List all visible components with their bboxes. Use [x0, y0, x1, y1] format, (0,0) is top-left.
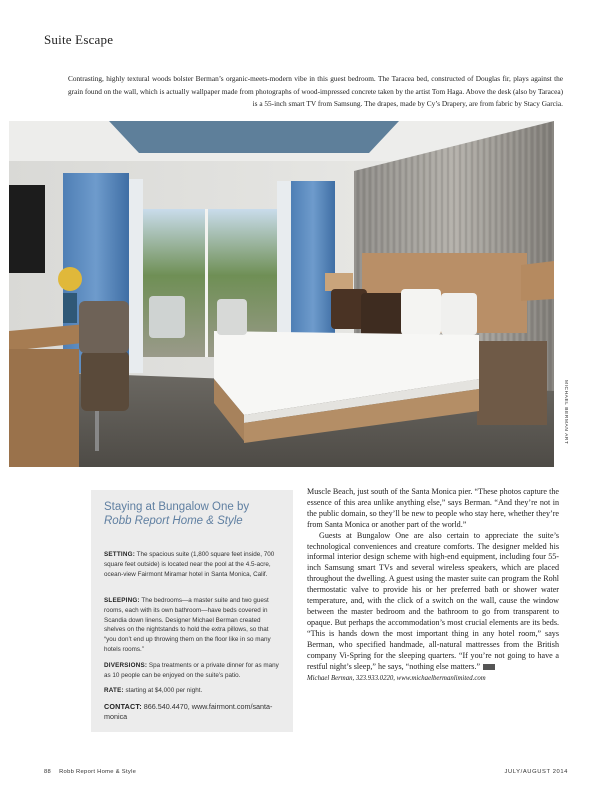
sidebar-rate [104, 686, 282, 696]
contact-text: 866.540.4470, www.fairmont.com/santa-monica [104, 702, 273, 721]
sidebar-contact [104, 702, 282, 722]
bedroom-photo [9, 121, 554, 467]
end-mark-icon [483, 664, 495, 670]
body-paragraph-1: Muscle Beach, just south of the Santa Monica pier. “These photos capture the essence of this area unlike anything else,” says Berman. “And they’re not in the public domain, so they’ll be new to people who stay here, whether they’re from Santa Monica or another part of the world.” [307, 487, 559, 529]
photo-credit: MICHAEL BERMAN ART [563, 380, 568, 445]
sleeping-text: The bedrooms—a master suite and two guest rooms, each with its own bathroom—have beds covered in Scandia down linens. Designer Michael Berman created shelves on the nightstands to hold the extra pillows, so that “you don’t end up throwing them on the floor like in so many hotels rooms.” [104, 597, 271, 653]
article-body [307, 487, 559, 685]
sidebar-title-line2: Robb Report Home & Style [104, 515, 243, 527]
section-title: Suite Escape [44, 32, 114, 47]
page-number: 88 [44, 769, 52, 775]
diversions-text: Spa treatments or a private dinner for as many as 10 people can be enjoyed on the suite’s patio. [104, 662, 279, 679]
photo-caption: Contrasting, highly textural woods bolster Berman’s organic-meets-modern vibe in this guest bedroom. The Taracea bed, constructed of Douglas fir, plays against the grain found on the wall, which is actually wallpaper made from photographs of wood-impressed concrete taken by the artist Tom Haga. Above the desk (also by Taracea) is a 55-inch smart TV from Samsung. The drapes, made by Cy’s Drapery, are from fabric by Stacy Garcia. [68, 74, 563, 108]
designer-contact: Michael Berman, 323.933.0220, www.michaelbermanlimited.com [307, 675, 486, 683]
rate-text: starting at $4,000 per night. [125, 687, 203, 694]
sidebar-box [91, 490, 293, 732]
setting-label: SETTING: [104, 551, 135, 558]
sidebar-title [104, 500, 290, 528]
page-folio [44, 769, 136, 775]
sleeping-label: SLEEPING: [104, 597, 140, 604]
diversions-label: DIVERSIONS: [104, 662, 148, 669]
body-paragraph-2-text: Guests at Bungalow One are also certain to appreciate the suite’s technological conveniences and creature comforts. The designer melded his informal interior design scheme with high-end equipment, including four 55-inch Samsung smart TVs and several wireless speakers, which are placed throughout the dwelling. A guest using the master suite can program the Rohl thermostatic valve to provide his or her preferred bath or shower water temperature, and, with the click of a switch on the wall, cause the window between the master bedroom and the bathroom to go from transparent to opaque. But perhaps the accommodation’s most crucial elements are its beds. “This is hands down the most important thing in any hotel room,” says Berman, who specified handmade, all-natural mattresses from the British company Vi-Spring for the sleeping quarters. “If you’re not going to have a restful night’s sleep,” he says, “nothing else matters.” [307, 530, 559, 671]
sidebar-sleeping [104, 596, 282, 655]
magazine-name: Robb Report Home & Style [59, 769, 137, 775]
contact-label: CONTACT: [104, 702, 142, 711]
sidebar-setting [104, 550, 282, 579]
issue-date: JULY/AUGUST 2014 [504, 769, 568, 775]
rate-label: RATE: [104, 687, 124, 694]
setting-text: The spacious suite (1,800 square feet inside, 700 square feet outside) is located near the pool at the 4.5-acre, ocean-view Fairmont Miramar hotel in Santa Monica, Calif. [104, 551, 275, 578]
body-paragraph-2 [307, 531, 559, 673]
sidebar-diversions [104, 661, 282, 681]
sidebar-title-line1: Staying at Bungalow One by [104, 501, 250, 513]
